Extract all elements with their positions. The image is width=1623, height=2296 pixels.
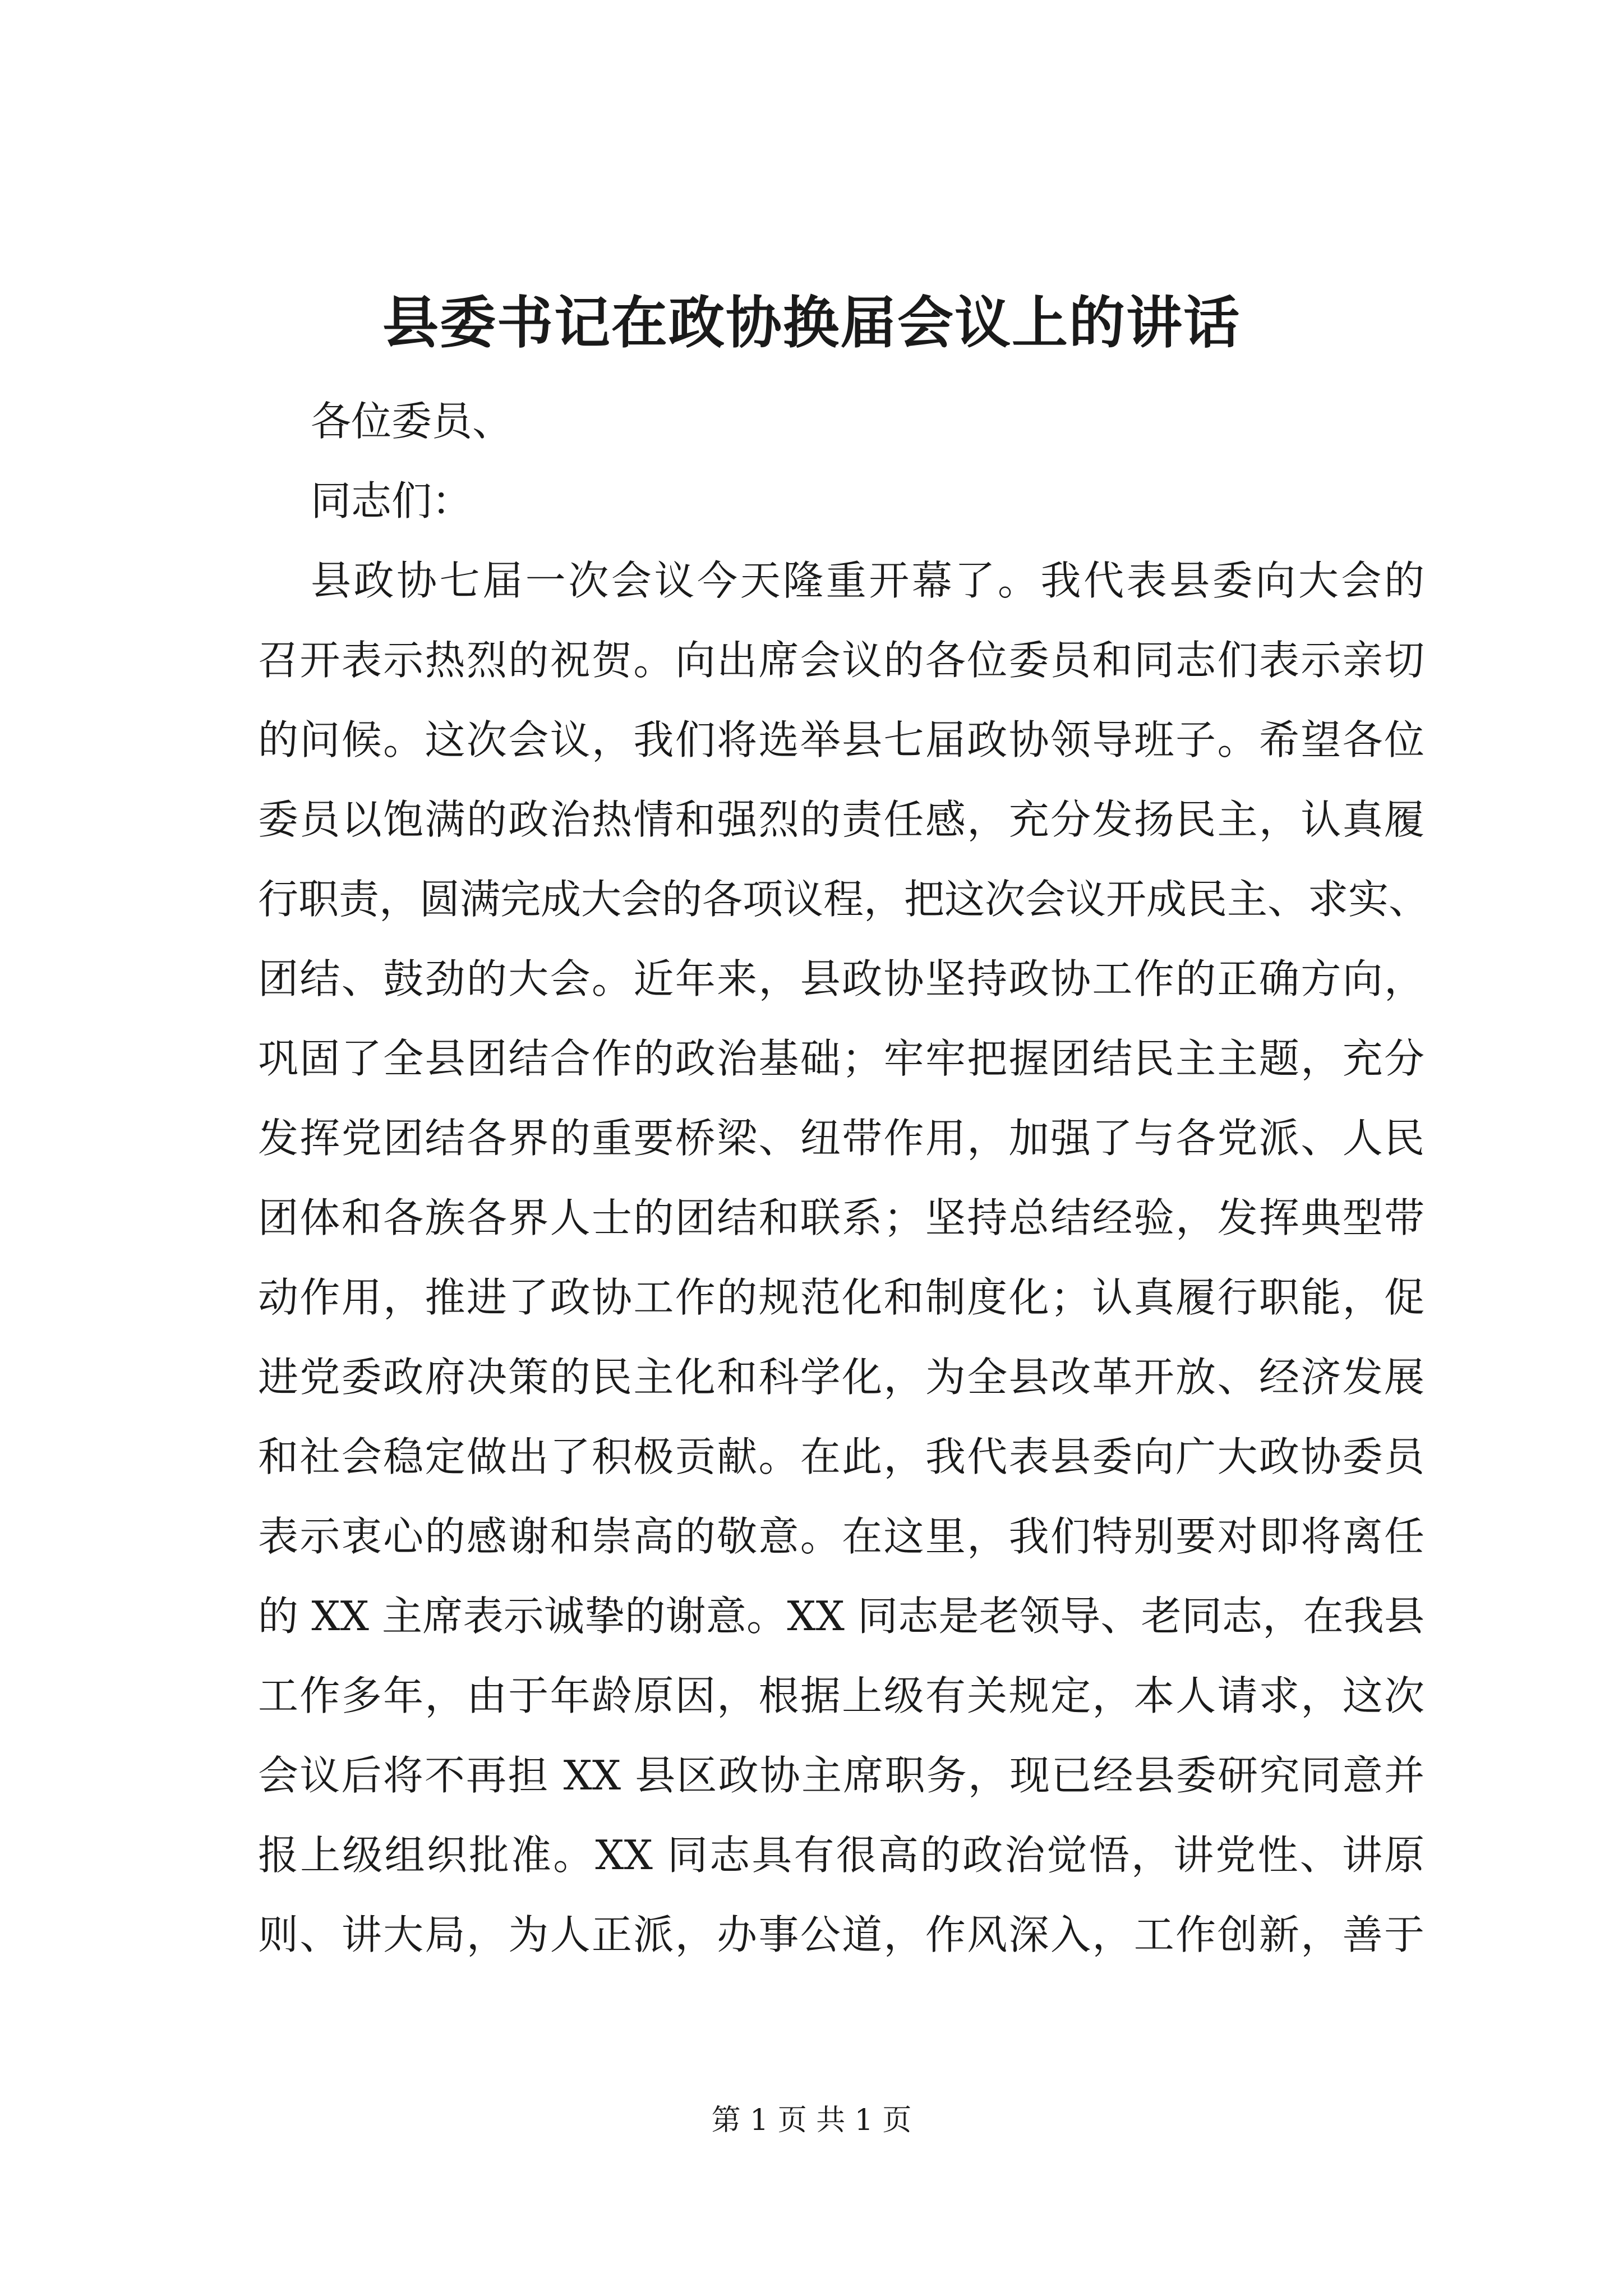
paragraph-line: 会议后将不再担 XX 县区政协主席职务，现已经县委研究同意并 [258, 1752, 1424, 1799]
paragraph-line: 行职责，圆满完成大会的各项议程，把这次会议开成民主、求实、 [258, 876, 1430, 923]
paragraph-line: 县政协七届一次会议今天隆重开幕了。我代表县委向大会的 [311, 557, 1424, 604]
document-title: 县委书记在政协换届会议上的讲话 [382, 289, 1241, 356]
page-number-label: 第 1 页 共 1 页 [711, 2104, 912, 2137]
paragraph-line: 动作用，推进了政协工作的规范化和制度化；认真履行职能，促 [258, 1274, 1424, 1321]
salutation-line-2: 同志们： [311, 477, 473, 524]
paragraph-line: 团体和各族各界人士的团结和联系；坚持总结经验，发挥典型带 [258, 1194, 1424, 1241]
paragraph-line: 发挥党团结各界的重要桥梁、纽带作用，加强了与各党派、人民 [258, 1115, 1424, 1162]
paragraph-line: 和社会稳定做出了积极贡献。在此，我代表县委向广大政协委员 [258, 1433, 1424, 1480]
paragraph-line: 工作多年，由于年龄原因，根据上级有关规定，本人请求，这次 [258, 1672, 1424, 1719]
paragraph-line: 则、讲大局，为人正派，办事公道，作风深入，工作创新，善于 [258, 1911, 1424, 1958]
paragraph-line: 的问候。这次会议，我们将选举县七届政协领导班子。希望各位 [258, 716, 1424, 763]
page-footer [0, 2101, 1623, 2140]
paragraph-line: 召开表示热烈的祝贺。向出席会议的各位委员和同志们表示亲切 [258, 637, 1424, 684]
paragraph-line: 进党委政府决策的民主化和科学化，为全县改革开放、经济发展 [258, 1354, 1424, 1401]
paragraph-line: 巩固了全县团结合作的政治基础；牢牢把握团结民主主题，充分 [258, 1035, 1424, 1082]
document-body [258, 381, 1430, 1975]
paragraph-line: 团结、鼓劲的大会。近年来，县政协坚持政协工作的正确方向， [258, 955, 1424, 1002]
paragraph-line: 委员以饱满的政治热情和强烈的责任感，充分发扬民主，认真履 [258, 796, 1424, 843]
salutation-line-1: 各位委员、 [311, 398, 513, 445]
paragraph-line: 的 XX 主席表示诚挚的谢意。XX 同志是老领导、老同志，在我县 [258, 1593, 1424, 1640]
paragraph-line: 表示衷心的感谢和崇高的敬意。在这里，我们特别要对即将离任 [258, 1513, 1424, 1560]
paragraph-line: 报上级组织批准。XX 同志具有很高的政治觉悟，讲党性、讲原 [258, 1832, 1424, 1879]
